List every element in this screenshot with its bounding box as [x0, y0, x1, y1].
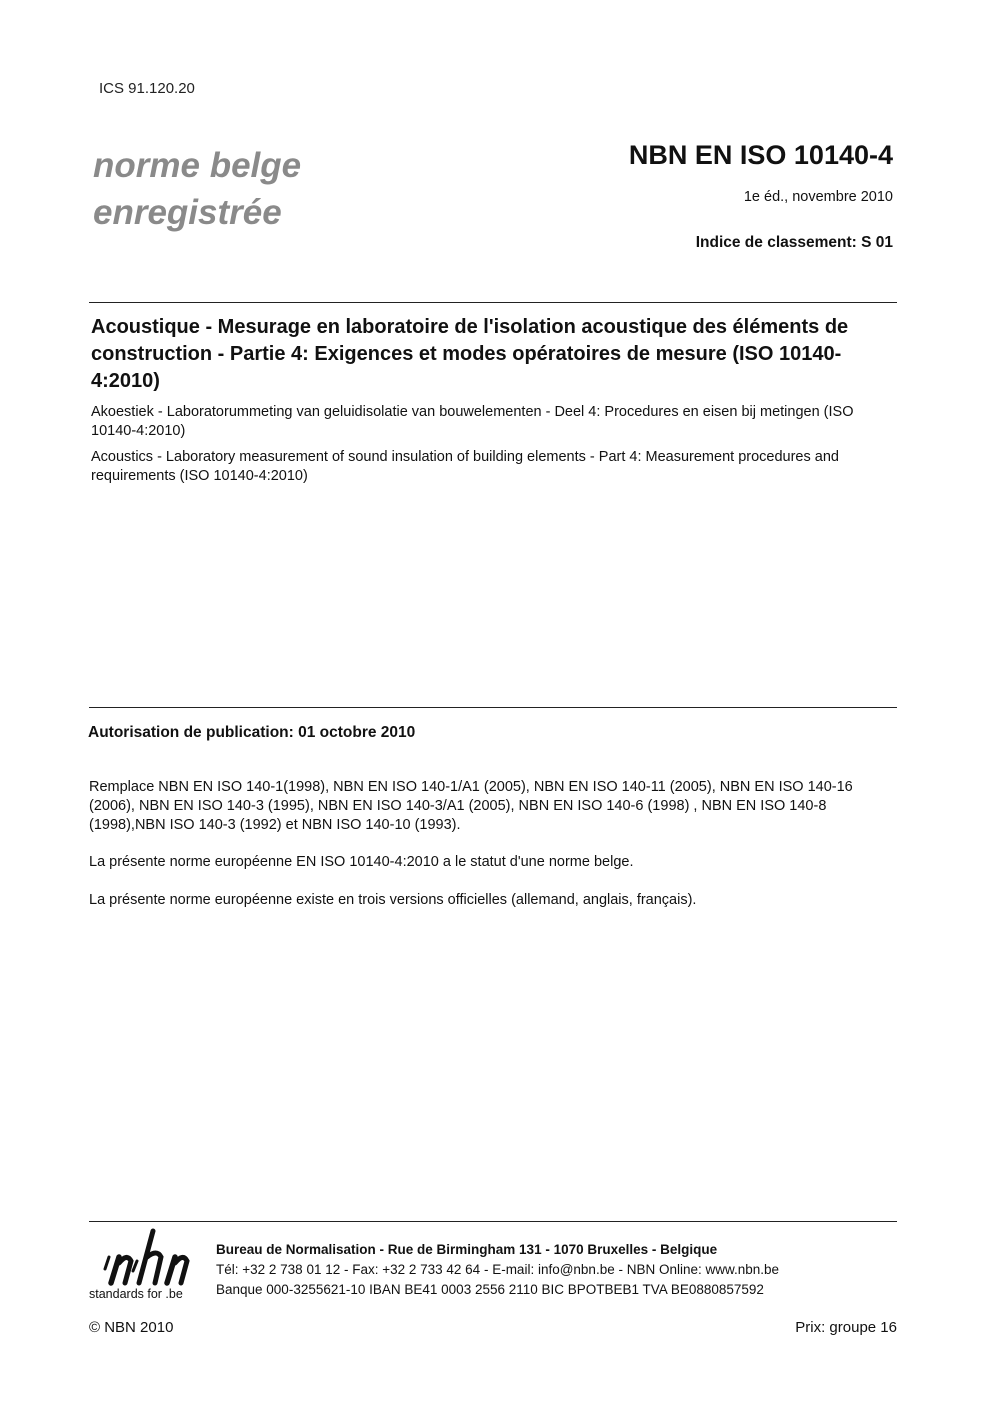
title-dutch: Akoestiek - Laboratorummeting van geluidisolatie van bouwelementen - Deel 4: Procedures en eisen bij metingen (ISO 10140-4:2010): [91, 404, 854, 439]
classification-index: Indice de classement: S 01: [695, 234, 893, 251]
title-english: Acoustics - Laboratory measurement of sound insulation of building elements - Part 4: Measurement procedures and requirements (ISO 10140-4:2010): [91, 449, 839, 484]
publication-authorisation: Autorisation de publication: 01 octobre 2010: [88, 724, 416, 741]
ics-code: ICS 91.120.20: [99, 80, 195, 97]
price-group: Prix: groupe 16: [795, 1319, 897, 1336]
norme-belge-heading: [93, 142, 301, 236]
bureau-bank: Banque 000-3255621-10 IBAN BE41 0003 2556 2110 BIC BPOTBEB1 TVA BE0880857592: [216, 1282, 764, 1297]
logo-tagline: standards for .be: [89, 1287, 183, 1301]
bureau-contact: Tél: +32 2 738 01 12 - Fax: +32 2 733 42 64 - E-mail: info@nbn.be - NBN Online: www.nbn.be: [216, 1262, 780, 1277]
divider-middle: [89, 707, 897, 708]
divider-top: [89, 302, 897, 303]
bureau-address: Bureau de Normalisation - Rue de Birmingham 131 - 1070 Bruxelles - Belgique: [216, 1242, 718, 1257]
edition-date: 1e éd., novembre 2010: [743, 189, 893, 205]
standard-code: NBN EN ISO 10140-4: [628, 140, 893, 170]
norme-line-1: norme belge: [93, 146, 302, 185]
versions-paragraph: La présente norme européenne existe en trois versions officielles (allemand, anglais, français).: [89, 892, 697, 908]
norme-line-2: enregistrée: [93, 193, 282, 232]
divider-footer: [89, 1221, 897, 1222]
copyright: © NBN 2010: [89, 1319, 174, 1336]
replaces-paragraph: Remplace NBN EN ISO 140-1(1998), NBN EN ISO 140-1/A1 (2005), NBN EN ISO 140-11 (2005), NBN EN ISO 140-16 (2006), NBN EN ISO 140-3 (1995), NBN EN ISO 140-3/A1 (2005), NBN EN ISO 140-6 (1998) , NBN EN ISO 140-8 (1998),NBN ISO 140-3 (1992) et NBN ISO 140-10 (1993).: [89, 779, 853, 833]
logo-text: nbn: [89, 1227, 91, 1228]
statut-paragraph: La présente norme européenne EN ISO 10140-4:2010 a le statut d'une norme belge.: [89, 854, 634, 870]
title-french: Acoustique - Mesurage en laboratoire de l'isolation acoustique des éléments de construction - Partie 4: Exigences et modes opératoires de mesure (ISO 10140-4:2010): [91, 316, 849, 392]
